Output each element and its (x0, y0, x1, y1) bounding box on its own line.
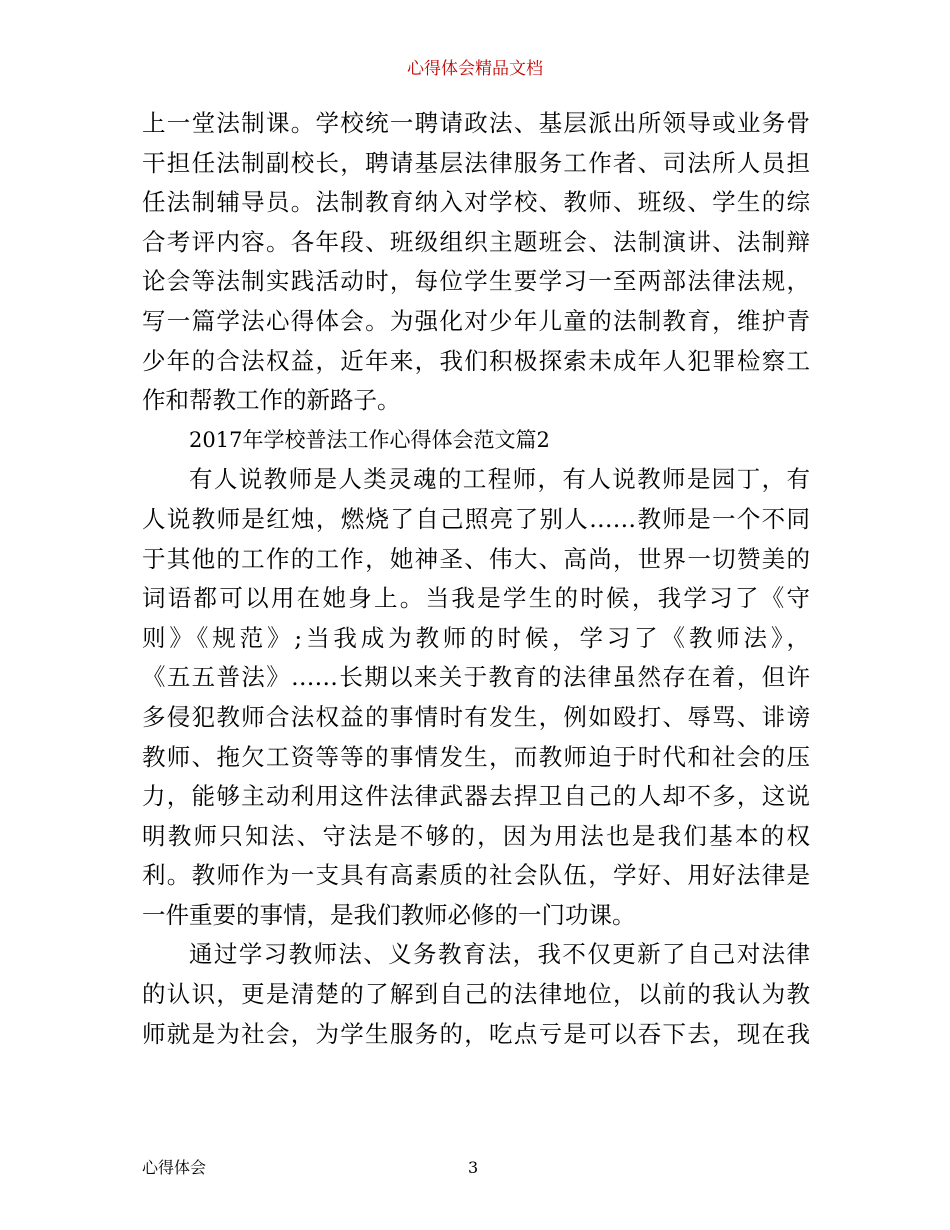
text-line: 少年的合法权益，近年来，我们积极探索未成年人犯罪检察工 (142, 346, 810, 375)
page-number: 3 (468, 1158, 479, 1177)
document-body (142, 104, 810, 1054)
text-line: 于其他的工作的工作，她神圣、伟大、高尚，世界一切赞美的 (142, 544, 810, 573)
text-line: 干担任法制副校长，聘请基层法律服务工作者、司法所人员担 (142, 148, 810, 177)
text-line: 作和帮教工作的新路子。 (142, 386, 401, 415)
text-line: 一件重要的事情，是我们教师必修的一门功课。 (142, 900, 636, 929)
text-line: 多侵犯教师合法权益的事情时有发生，例如殴打、辱骂、诽谤 (142, 702, 810, 731)
text-line: 人说教师是红烛，燃烧了自己照亮了别人……教师是一个不同 (142, 504, 810, 533)
text-line: 通过学习教师法、义务教育法，我不仅更新了自己对法律 (189, 940, 810, 969)
text-line: 《五五普法》……长期以来关于教育的法律虽然存在着，但许 (142, 663, 810, 692)
text-line: 词语都可以用在她身上。当我是学生的时候，我学习了《守 (142, 584, 810, 613)
text-line: 教师、拖欠工资等等的事情发生，而教师迫于时代和社会的压 (142, 742, 810, 771)
footer-label: 心得体会 (142, 1158, 207, 1177)
text-line: 写一篇学法心得体会。为强化对少年儿童的法制教育，维护青 (142, 306, 810, 335)
text-line: 任法制辅导员。法制教育纳入对学校、教师、班级、学生的综 (142, 188, 810, 217)
text-line: 合考评内容。各年段、班级组织主题班会、法制演讲、法制辩 (142, 227, 810, 256)
page-header: 心得体会精品文档 (407, 59, 543, 79)
text-line: 2017年学校普法工作心得体会范文篇2 (189, 427, 550, 452)
text-line: 利。教师作为一支具有高素质的社会队伍，学好、用好法律是 (142, 861, 810, 890)
text-line: 力，能够主动利用这件法律武器去捍卫自己的人却不多，这说 (142, 782, 810, 811)
text-line: 有人说教师是人类灵魂的工程师，有人说教师是园丁，有 (189, 465, 810, 494)
text-line: 论会等法制实践活动时，每位学生要学习一至两部法律法规， (142, 267, 810, 296)
text-line: 上一堂法制课。学校统一聘请政法、基层派出所领导或业务骨 (142, 109, 810, 137)
text-line: 的认识，更是清楚的了解到自己的法律地位，以前的我认为教 (142, 980, 810, 1009)
text-line: 明教师只知法、守法是不够的，因为用法也是我们基本的权 (142, 821, 810, 850)
text-line: 则》《规范》;当我成为教师的时候，学习了《教师法》， (142, 623, 810, 652)
text-line: 师就是为社会，为学生服务的，吃点亏是可以吞下去，现在我 (142, 1019, 810, 1048)
